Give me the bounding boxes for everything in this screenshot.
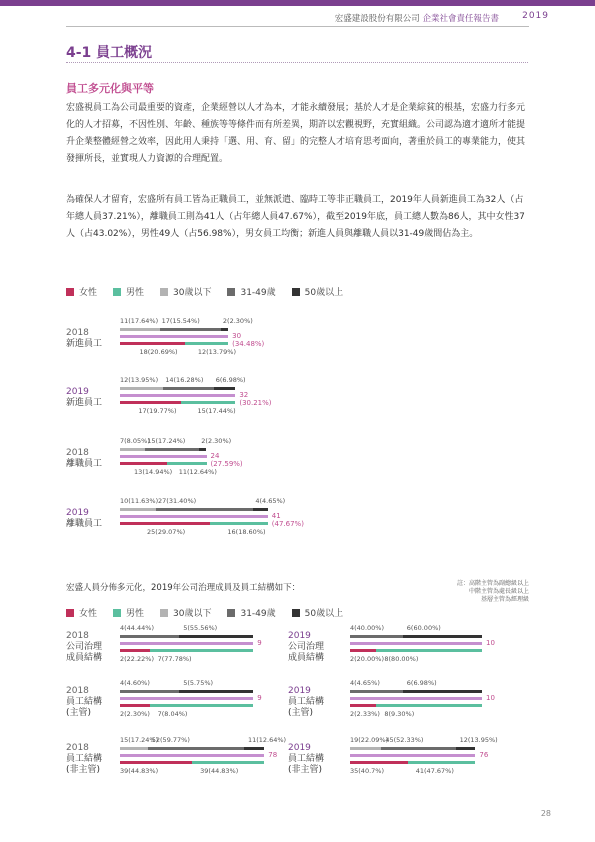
bar-segment <box>350 697 482 700</box>
legend-item <box>227 606 275 619</box>
bar-segment <box>199 448 206 451</box>
stacked-bar <box>120 328 228 331</box>
bar-segment <box>350 761 408 764</box>
bar-segment <box>350 754 475 757</box>
report-name: 企業社會責任報告書 <box>422 14 499 24</box>
stacked-bar <box>120 754 264 757</box>
bar-segment <box>120 387 163 390</box>
bar-segment <box>156 508 253 511</box>
bar-segment <box>350 690 403 693</box>
footnote <box>457 580 529 604</box>
chart-year: 2019 <box>66 508 89 518</box>
bar-segment <box>150 704 254 707</box>
gender-value-label: 18(20.69%) <box>139 348 178 356</box>
bar-segment <box>350 642 482 645</box>
gender-value-label: 7(8.04%) <box>157 710 188 718</box>
header-rule <box>66 26 529 27</box>
chart-year: 2018 <box>66 686 89 696</box>
gender-value-label: 13(14.94%) <box>134 468 173 476</box>
age-value-label: 52(59.77%) <box>151 736 190 744</box>
legend-label: 50歲以上 <box>304 609 344 619</box>
age-value-label: 11(17.64%) <box>120 317 159 325</box>
chart-year: 2019 <box>66 387 89 397</box>
bar-segment <box>160 328 221 331</box>
age-value-label: 2(2.30%) <box>201 437 232 445</box>
bar-segment <box>120 515 268 518</box>
age-value-label: 15(17.24%) <box>147 437 186 445</box>
chart-row-label <box>66 448 102 470</box>
legend-item <box>292 606 343 619</box>
bar-segment <box>120 697 253 700</box>
bar-segment <box>244 747 264 750</box>
bar-segment <box>221 328 228 331</box>
legend-label: 女性 <box>79 288 98 298</box>
gender-value-label: 17(19.77%) <box>138 407 177 415</box>
chart-name: 公司治理 <box>288 642 325 652</box>
header-year: 2019 <box>522 11 549 21</box>
chart-name: 員工結構 <box>66 697 103 707</box>
chart-name: 員工結構 <box>288 754 325 764</box>
bar-segment <box>120 401 181 404</box>
total-value-label: 10 <box>486 694 495 702</box>
legend-label: 男性 <box>126 609 145 619</box>
stacked-bar <box>120 704 253 707</box>
chart-name: 員工結構 <box>66 754 103 764</box>
chart-name: (非主管) <box>288 765 323 775</box>
total-value-label <box>239 391 271 407</box>
stacked-bar <box>350 649 482 652</box>
stacked-bar <box>120 455 207 458</box>
chart-row-label <box>66 508 102 530</box>
gender-value-label: 35(40.7%) <box>350 767 384 775</box>
gender-value-label: 39(44.83%) <box>200 767 239 775</box>
bar-segment <box>456 747 476 750</box>
gender-value-label: 8(80.00%) <box>384 655 419 663</box>
stacked-bar <box>350 690 482 693</box>
bar-segment <box>120 335 228 338</box>
legend-label: 31-49歲 <box>240 609 276 619</box>
legend-swatch <box>160 288 168 296</box>
chart-name: 成員結構 <box>288 653 325 663</box>
total-percent: (30.21%) <box>239 399 272 407</box>
bar-segment <box>350 649 376 652</box>
total-value-label <box>232 332 264 348</box>
chart-year: 2019 <box>288 743 311 753</box>
bar-segment <box>120 690 179 693</box>
chart-year: 2019 <box>288 686 311 696</box>
legend-swatch <box>227 288 235 296</box>
legend-top <box>66 285 343 298</box>
gender-value-label: 2(22.22%) <box>120 655 154 663</box>
bar-segment <box>120 462 167 465</box>
gender-value-label: 2(2.33%) <box>350 710 380 718</box>
age-value-label: 4(4.65%) <box>255 497 286 505</box>
chart-year: 2018 <box>66 328 89 338</box>
chart-year: 2018 <box>66 448 89 458</box>
gender-value-label: 25(29.07%) <box>147 528 186 536</box>
stacked-bar <box>120 635 253 638</box>
stacked-bar <box>120 690 253 693</box>
bar-segment <box>376 704 482 707</box>
age-value-label: 4(4.60%) <box>120 679 150 687</box>
age-value-label: 7(8.05%) <box>120 437 150 445</box>
age-value-label: 4(4.65%) <box>350 679 380 687</box>
total-percent: (34.48%) <box>232 340 265 348</box>
gender-value-label: 15(17.44%) <box>197 407 236 415</box>
bar-segment <box>145 448 199 451</box>
total-value-label <box>272 512 304 528</box>
title-divider <box>66 62 528 63</box>
chart-name: (主管) <box>66 708 92 718</box>
footnote-line: 註：高階主管為副總級以上 <box>456 580 529 587</box>
gender-value-label: 8(9.30%) <box>384 710 415 718</box>
bar-segment <box>120 448 145 451</box>
legend-label: 男性 <box>126 288 145 298</box>
legend-item <box>160 285 211 298</box>
age-value-label: 15(17.24%) <box>120 736 159 744</box>
stacked-bar <box>350 761 475 764</box>
total-count: 32 <box>239 391 249 399</box>
age-value-label: 4(44.44%) <box>120 624 154 632</box>
stacked-bar <box>120 342 228 345</box>
chart-name: (主管) <box>288 708 314 718</box>
gender-value-label: 2(20.00%) <box>350 655 384 663</box>
second-intro: 宏盛人員分佈多元化，2019年公司治理成員及員工結構如下： <box>66 583 301 593</box>
chart-row-label <box>66 387 102 409</box>
bar-segment <box>150 649 254 652</box>
bar-segment <box>403 635 482 638</box>
legend-swatch <box>292 288 300 296</box>
bar-segment <box>192 761 264 764</box>
gender-value-label: 7(77.78%) <box>157 655 192 663</box>
bar-segment <box>120 747 148 750</box>
stacked-bar <box>120 335 228 338</box>
bar-segment <box>408 761 476 764</box>
bar-segment <box>120 522 210 525</box>
chart-year: 2018 <box>66 631 89 641</box>
bar-segment <box>120 704 150 707</box>
chart-row-label <box>288 686 324 719</box>
legend-item <box>227 285 275 298</box>
bar-segment <box>185 342 228 345</box>
chart-row-label <box>66 743 102 776</box>
bar-segment <box>167 462 207 465</box>
bar-segment <box>120 649 150 652</box>
legend-item <box>66 606 97 619</box>
top-accent-bar <box>0 0 595 6</box>
intro-paragraph: 宏盛視員工為公司最重要的資產，企業經營以人才為本，才能永續發展；基於人才是企業綜貧的根基，宏盛力行多元化的人才招募，不因性別、年齡、種族等等條件而有所差異，期許以宏觀視野，充實組織。公司認為適才適所才能提升企業整體經營之效率，因此用人秉持「選、用、育、留」的完整人才培育思考面向，著重於員工的專業能力，使其發揮所長，並實現人力資源的合理配置。 <box>66 103 526 164</box>
total-value-label: 9 <box>257 694 262 702</box>
age-value-label: 6(6.98%) <box>215 376 246 384</box>
chart-name: 新進員工 <box>66 339 103 349</box>
age-value-label: 14(16.28%) <box>165 376 204 384</box>
bar-segment <box>381 747 455 750</box>
total-percent: (27.59%) <box>210 460 243 468</box>
legend-swatch <box>160 609 168 617</box>
legend-label: 50歲以上 <box>304 288 344 298</box>
stacked-bar <box>120 697 253 700</box>
stacked-bar <box>350 704 482 707</box>
legend-label: 31-49歲 <box>240 288 276 298</box>
bar-segment <box>120 754 264 757</box>
stacked-bar <box>120 394 235 397</box>
total-percent: (47.67%) <box>271 520 304 528</box>
legend-label: 30歲以下 <box>173 288 212 298</box>
chart-name: 離職員工 <box>66 459 103 469</box>
stacked-bar <box>120 522 268 525</box>
legend-swatch <box>227 609 235 617</box>
running-header <box>335 12 499 24</box>
age-value-label: 6(60.00%) <box>406 624 441 632</box>
total-count: 24 <box>210 452 220 460</box>
age-value-label: 5(5.75%) <box>183 679 214 687</box>
chart-name: (非主管) <box>66 765 101 775</box>
bar-segment <box>253 508 267 511</box>
bar-segment <box>179 690 253 693</box>
bar-segment <box>163 387 213 390</box>
age-value-label: 4(40.00%) <box>350 624 384 632</box>
age-value-label: 5(55.56%) <box>183 624 218 632</box>
legend-label: 30歲以下 <box>173 609 212 619</box>
age-value-label: 45(52.33%) <box>385 736 424 744</box>
total-count: 41 <box>271 512 281 520</box>
age-value-label: 10(11.63%) <box>120 497 159 505</box>
page-number: 28 <box>540 809 551 818</box>
legend-swatch <box>113 288 121 296</box>
total-value-label: 10 <box>486 639 495 647</box>
age-value-label: 11(12.64%) <box>247 736 287 744</box>
bar-segment <box>376 649 482 652</box>
stacked-bar <box>350 754 475 757</box>
stacked-bar <box>120 448 206 451</box>
legend-swatch <box>292 609 300 617</box>
chart-year: 2019 <box>288 631 311 641</box>
section-title: 4-1 員工概況 <box>66 45 153 61</box>
chart-name: 成員結構 <box>66 653 103 663</box>
total-value-label: 76 <box>479 751 489 759</box>
bar-segment <box>210 522 268 525</box>
total-count: 30 <box>232 332 242 340</box>
bar-segment <box>350 747 381 750</box>
company-name: 宏盛建設股份有限公司 <box>334 14 420 24</box>
stacked-bar <box>120 761 264 764</box>
bar-segment <box>120 394 235 397</box>
chart-name: 離職員工 <box>66 519 103 529</box>
stacked-bar <box>120 462 207 465</box>
footnote-line: 中階主管為處長級以上 <box>468 588 529 595</box>
age-value-label: 12(13.95%) <box>120 376 159 384</box>
bar-segment <box>120 508 156 511</box>
gender-value-label: 41(47.67%) <box>415 767 454 775</box>
legend-swatch <box>113 609 121 617</box>
gender-value-label: 39(44.83%) <box>120 767 159 775</box>
bar-segment <box>214 387 236 390</box>
stacked-bar <box>120 508 268 511</box>
legend-item <box>66 285 97 298</box>
age-value-label: 27(31.40%) <box>158 497 197 505</box>
age-value-label: 12(13.95%) <box>459 736 498 744</box>
bar-segment <box>120 342 185 345</box>
stacked-bar <box>350 747 475 750</box>
chart-row-label <box>66 686 102 719</box>
gender-value-label: 16(18.60%) <box>227 528 266 536</box>
gender-value-label: 12(13.79%) <box>197 348 236 356</box>
bar-segment <box>120 455 207 458</box>
legend-label: 女性 <box>79 609 98 619</box>
chart-name: 員工結構 <box>288 697 325 707</box>
gender-value-label: 2(2.30%) <box>120 710 150 718</box>
legend-item <box>160 606 211 619</box>
legend-swatch <box>66 609 74 617</box>
bar-segment <box>120 642 253 645</box>
subheading: 員工多元化與平等 <box>66 82 154 95</box>
chart-row-label <box>288 631 324 664</box>
chart-row-label <box>288 743 324 776</box>
stacked-bar <box>120 642 253 645</box>
chart-name: 新進員工 <box>66 398 103 408</box>
bar-segment <box>148 747 244 750</box>
bar-segment <box>350 704 376 707</box>
bar-segment <box>120 328 160 331</box>
bar-segment <box>350 635 403 638</box>
chart-name: 公司治理 <box>66 642 103 652</box>
chart-row-label <box>66 328 102 350</box>
stacked-bar <box>120 387 235 390</box>
stats-paragraph: 為確保人才留育，宏盛所有員工皆為正職員工，並無派遣、臨時工等非正職員工，2019年人員新進員工為32人（占年總人員37.21%），離職員工則為41人（占年總人員47.67%），截至2019年底，員工總人數為86人，其中女性37人（占43.02%），男性49人（占56.98%），男女員工均衡；新進人員與離職人員以31-49歲間佔為主。 <box>66 195 525 239</box>
bar-segment <box>181 401 235 404</box>
footnote-line: 基層主管為經理級 <box>480 596 529 603</box>
bar-segment <box>120 635 179 638</box>
age-value-label: 17(15.54%) <box>161 317 200 325</box>
stacked-bar <box>120 515 268 518</box>
legend-swatch <box>66 288 74 296</box>
bar-segment <box>403 690 482 693</box>
age-value-label: 6(6.98%) <box>406 679 437 687</box>
stacked-bar <box>120 401 235 404</box>
legend-item <box>113 606 144 619</box>
chart-year: 2018 <box>66 743 89 753</box>
total-value-label: 78 <box>268 751 278 759</box>
legend-item <box>292 285 343 298</box>
stacked-bar <box>120 649 253 652</box>
bar-segment <box>120 761 192 764</box>
legend-bottom <box>66 606 343 619</box>
stacked-bar <box>350 635 482 638</box>
gender-value-label: 11(12.64%) <box>178 468 217 476</box>
age-value-label: 2(2.30%) <box>222 317 253 325</box>
total-value-label <box>211 452 243 468</box>
stacked-bar <box>350 642 482 645</box>
chart-row-label <box>66 631 102 664</box>
stacked-bar <box>120 747 264 750</box>
legend-item <box>113 285 144 298</box>
bar-segment <box>179 635 253 638</box>
total-value-label: 9 <box>257 639 262 647</box>
stacked-bar <box>350 697 482 700</box>
age-value-label: 19(22.09%) <box>350 736 389 744</box>
